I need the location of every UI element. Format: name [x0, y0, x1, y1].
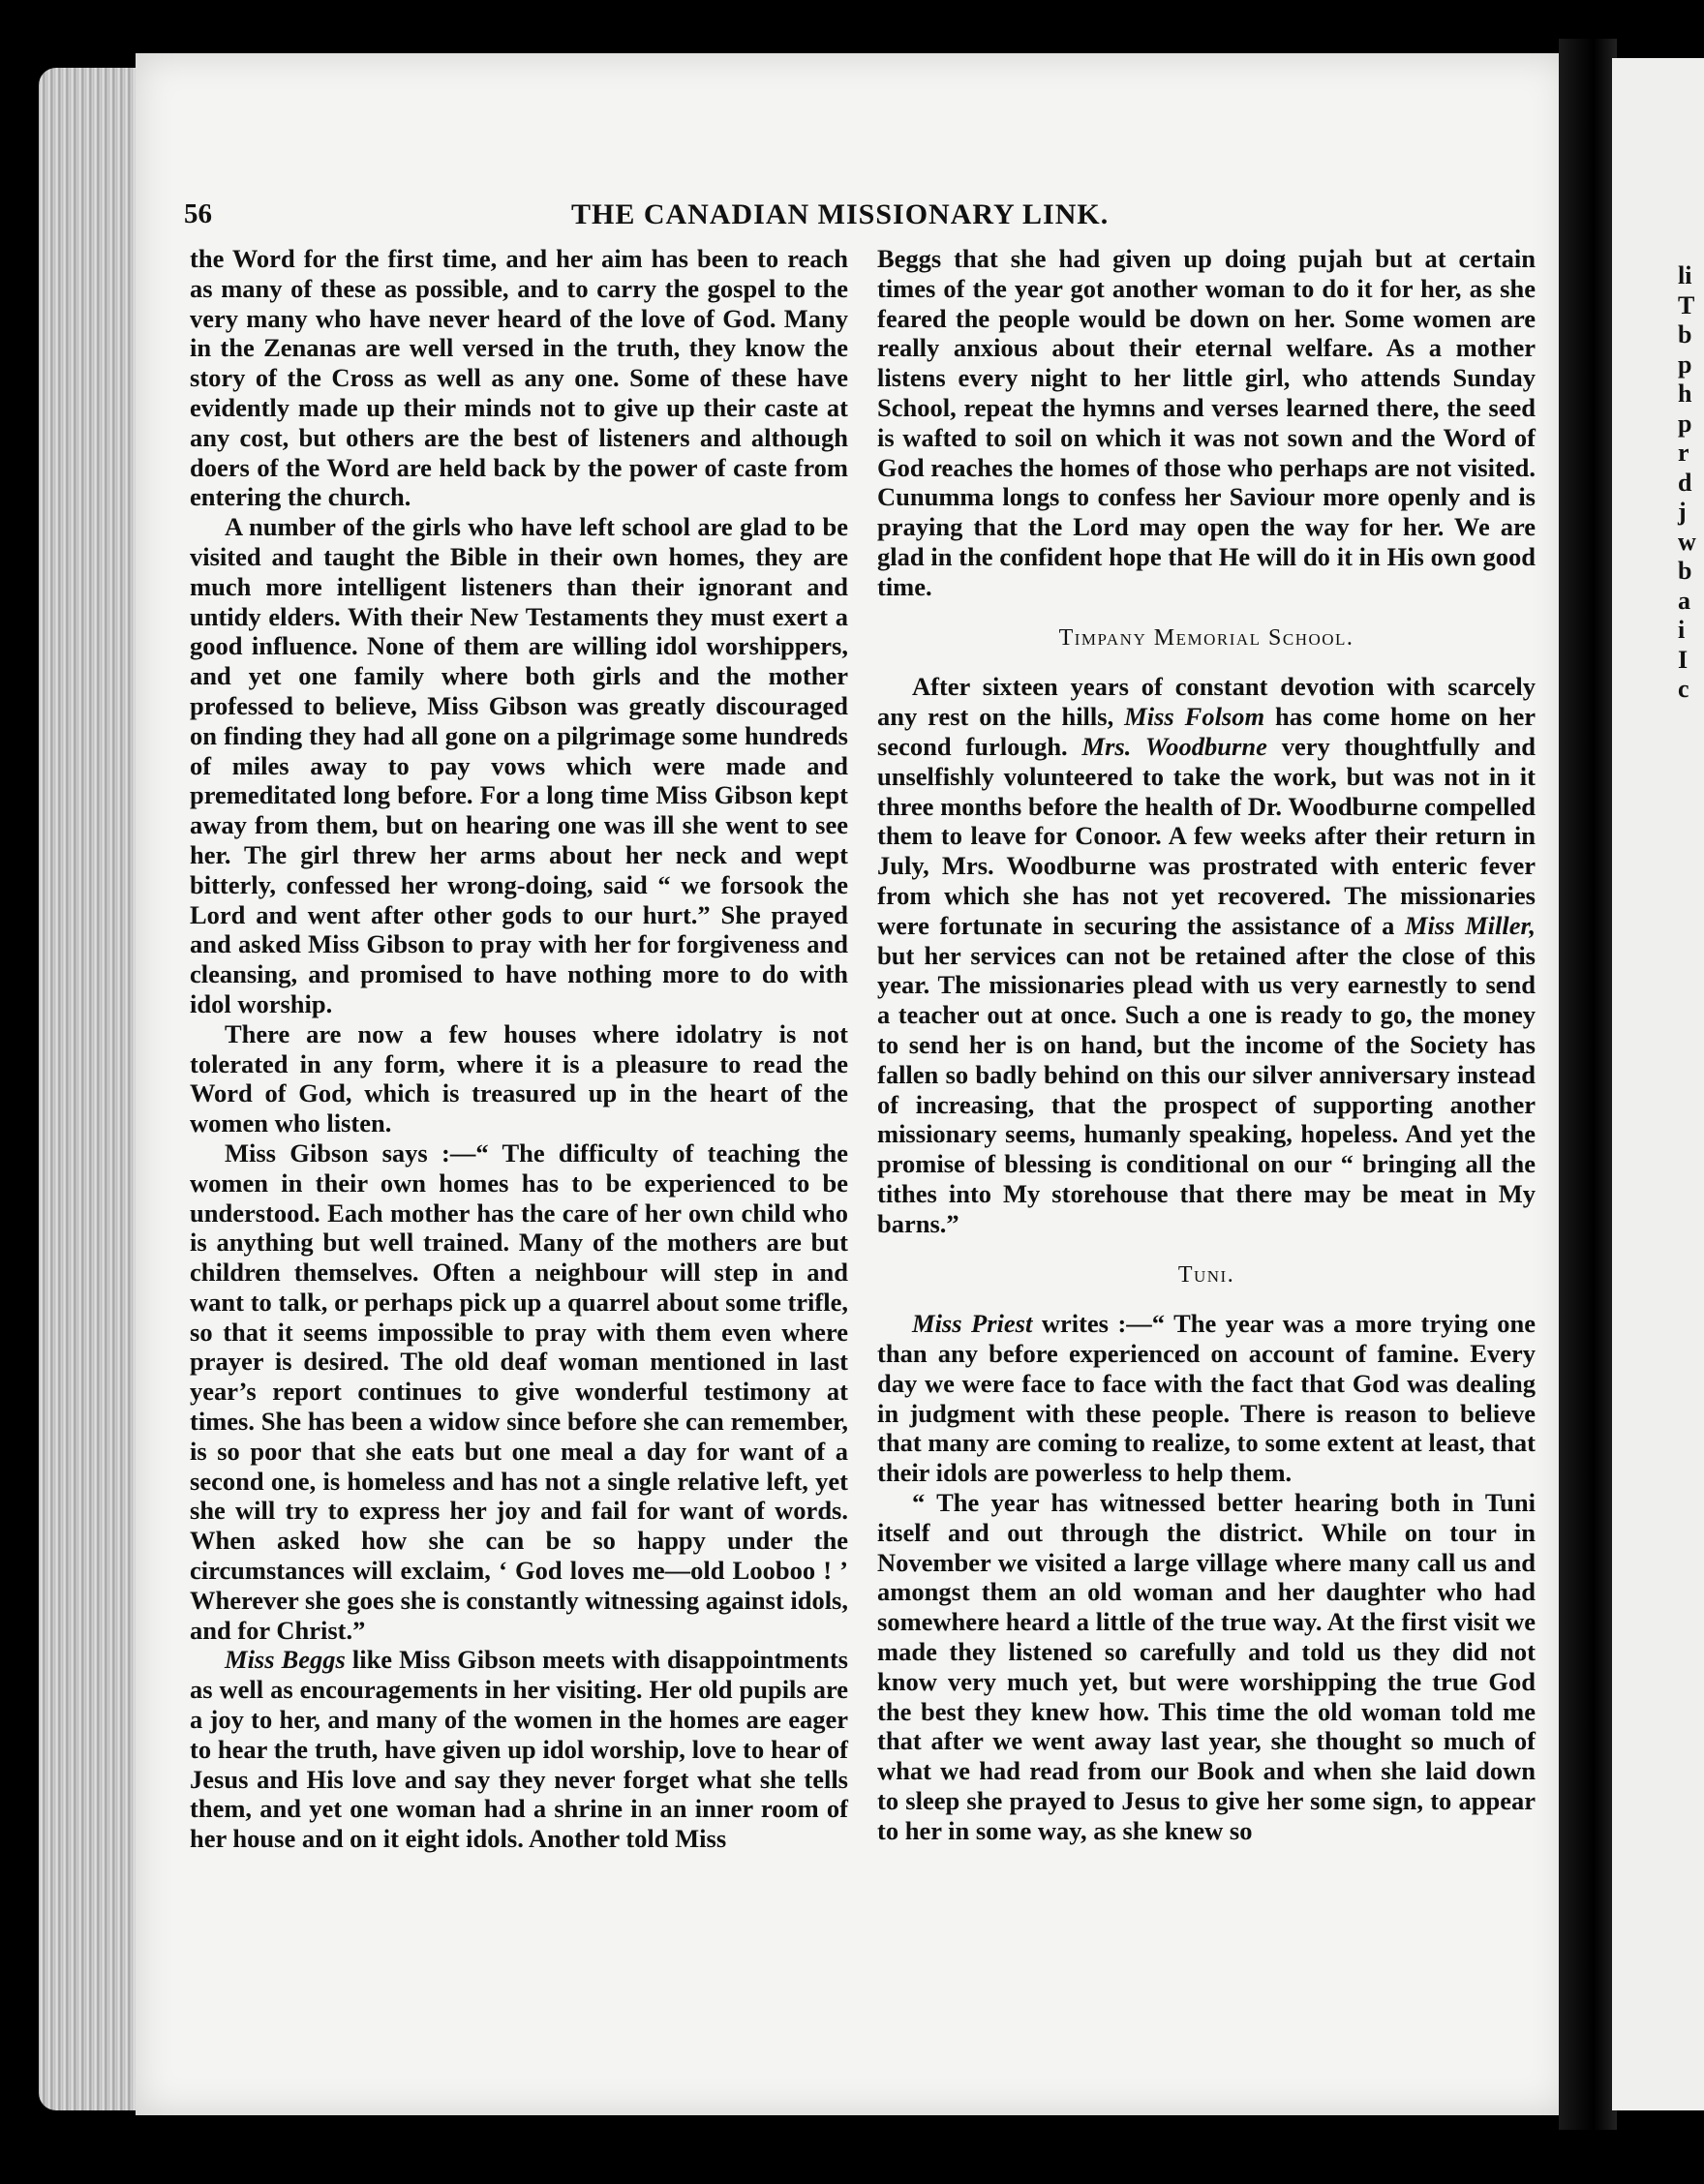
paragraph-text: writes :—“ The year was a more trying one than any before experienced on account of famine. Every day we were face to face with the fact that God was dealing in judgment with these people. There is reason to believe that many are coming to realize, to some extent at least, that their idols are powerless to help them.: [877, 1309, 1536, 1488]
person-name: Mrs. Woodburne: [1081, 731, 1267, 761]
person-name: Miss Miller,: [1404, 910, 1536, 940]
section-heading: Timpany Memorial School.: [1058, 624, 1354, 651]
paragraph-text: has come home on her second furlough.: [877, 702, 1536, 761]
right-column: [877, 244, 1536, 1846]
paragraph: Beggs that she had given up doing pujah but at certain times of the year got another woman to do it for her, as she feared the people would be down on her. Some women are really anxious about their eternal welfare. As a mother listens every night to her little girl, who attends Sunday School, repeat the hymns and verses learned there, the seed is wafted to soil on which it was not sown and the Word of God reaches the homes of those who perhaps are not visited. Cunumma longs to confess her Saviour more openly and is praying that the Lord may open the way for her. We are glad in the confident hope that He will do it in His own good time.: [877, 244, 1536, 601]
running-head: THE CANADIAN MISSIONARY LINK.: [571, 198, 1110, 230]
page-number: 56: [184, 198, 212, 229]
person-name: Miss Priest: [912, 1309, 1033, 1339]
paragraph-text: very thoughtfully and unselfishly volunteered to take the work, but was not in it three months before the health of Dr. Woodburne compelled them to leave for Conoor. A few weeks after their return in July, Mrs. Woodburne was prostrated with enteric fever from which she has not yet recovered. The missionaries were fortunate in securing the assistance of a: [877, 731, 1537, 940]
facing-page-fragment: [1612, 58, 1704, 2110]
paragraph: A number of the girls who have left school are glad to be visited and taught the Bible in their own homes, they are much more intelligent listeners than their ignorant and untidy elders. With their New Testaments they must exert a good influence. None of them are willing idol worshippers, and yet one family where both girls and the mother professed to believe, Miss Gibson was greatly discouraged on finding they had all gone on a pilgrimage some hundreds of miles away to pay vows which were made and premeditated long before. For a long time Miss Gibson kept away from them, but on hearing one was ill she went to see her. The girl threw her arms about her neck and wept bitterly, confessed her wrong-doing, said “ we forsook the Lord and went after other gods to our hurt.” She prayed and asked Miss Gibson to pray with her for forgiveness and cleansing, and promised to have nothing more to do with idol worship.: [190, 512, 848, 1018]
page-header: [184, 198, 1539, 237]
paragraph: There are now a few houses where idolatry is not tolerated in any form, where it is a pleasure to read the Word of God, which is treasured up in the heart of the women who listen.: [190, 1018, 848, 1138]
left-column: [190, 244, 848, 1854]
person-name: Miss Folsom: [1124, 702, 1265, 732]
paragraph: the Word for the first time, and her aim has been to reach as many of these as possible, and to carry the gospel to the very many who have never heard of the love of God. Many in the Zenanas are well versed in the truth, they know the story of the Cross as well as any one. Some of these have evidently made up their minds not to give up their caste at any cost, but others are the best of listeners and although doers of the Word are held back by the power of caste from entering the church.: [190, 244, 848, 512]
paragraph: Miss Gibson says :—“ The difficulty of teaching the women in their own homes has to be experienced to be understood. Each mother has the care of her own child who is anything but well trained. Many of the mothers are but children themselves. Often a neighbour will step in and want to talk, or perhaps pick up a quarrel about some trifle, so that it seems impossible to pray with them even where prayer is desired. The old deaf woman mentioned in last year’s report continues to give wonderful testimony at times. She has been a widow since before she can remember, is so poor that she eats but one meal a day for want of a second one, is homeless and has not a single relative left, yet she will try to express her joy and fail for want of words. When asked how she can be so happy under the circumstances will exclaim, ‘ God loves me—old Looboo ! ’ Wherever she goes she is constantly witnessing against idols, and for Christ.”: [190, 1138, 848, 1645]
person-name: Miss Beggs: [225, 1645, 346, 1675]
paragraph-text: but her services can not be retained after the close of this year. The missionaries plead with us very earnestly to send a teacher out at once. Such a one is ready to go, the money to send her is on hand, but the income of the Society has fallen so badly behind on this our silver anniversary instead of increasing, that the prospect of supporting another missionary seems, humanly speaking, hopeless. And yet the promise of blessing is conditional on our “ bringing all the tithes into My storehouse that there may be meat in My barns.”: [877, 940, 1536, 1238]
paragraph: [877, 1309, 1536, 1488]
paragraph: “ The year has witnessed better hearing both in Tuni itself and out through the district. While on tour in November we visited a large village where many call us and amongst them an old woman and her daughter who had somewhere heard a little of the true way. At the first visit we made they listened so carefully and told us they did not know very much yet, but were worshipping the true God the best they knew how. This time the old woman told me that after we went away last year, she thought so much of what we had read from our Book and when she laid down to sleep she prayed to Jesus to give her some sign, to appear to her in some way, as she knew so: [877, 1488, 1536, 1845]
book-gutter: [1559, 39, 1617, 2130]
section-heading: Tuni.: [1177, 1261, 1235, 1288]
paragraph: [877, 672, 1536, 1238]
facing-page-letters: li T b p h p r d j w b a i I c: [1678, 261, 1696, 703]
paragraph: [190, 1645, 848, 1854]
paragraph-text: After sixteen years of constant devotion with scarcely any rest on the hills,: [877, 672, 1536, 732]
paragraph-text: like Miss Gibson meets with disappointments as well as encouragements in her visiting. Her old pupils are a joy to her, and many of the women in the homes are eager to hear the truth, have given up idol worship, love to hear of Jesus and His love and say they never forget what she tells them, and yet one woman had a shrine in an inner room of her house and on it eight idols. Another told Miss: [190, 1645, 848, 1854]
